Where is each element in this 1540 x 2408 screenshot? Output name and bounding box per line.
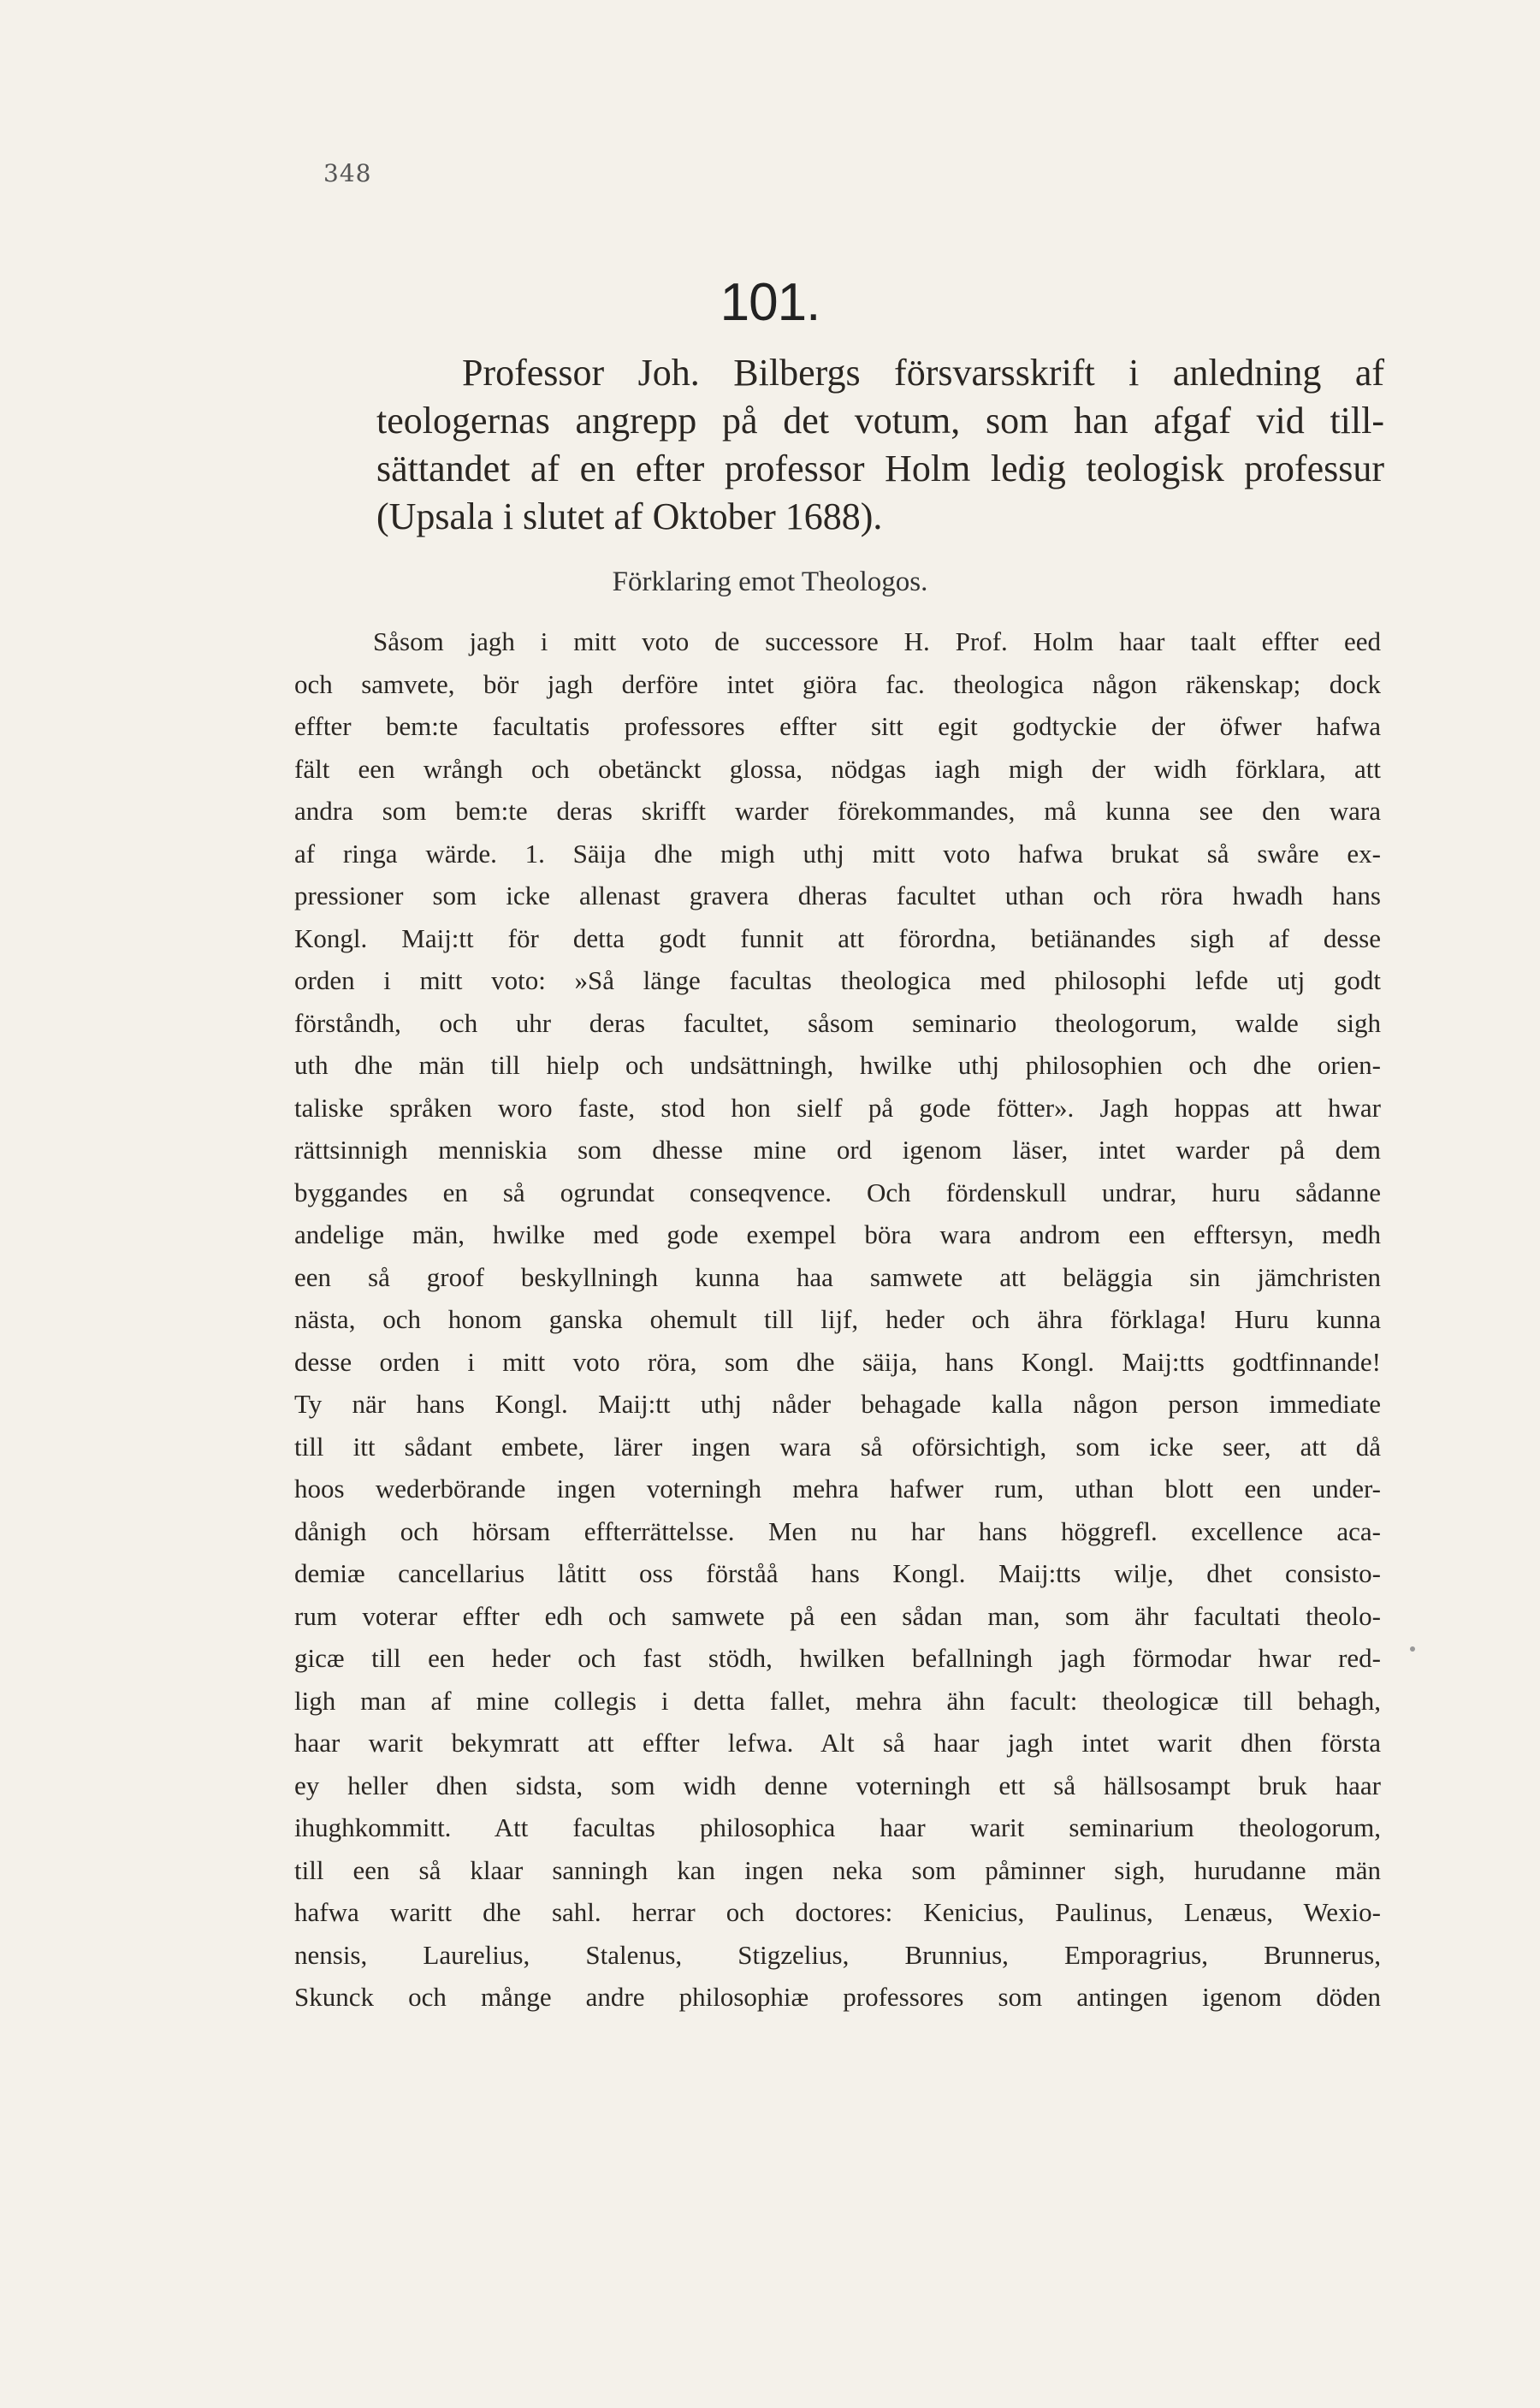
body-line: pressioner som icke allenast gravera dheras facultet uthan och röra hwadh hans	[294, 881, 1381, 910]
document-number: 101.	[720, 273, 820, 332]
body-line: Såsom jagh i mitt voto de successore H. Prof. Holm haar taalt effter eed	[373, 626, 1381, 656]
body-line: af ringa wärde. 1. Säija dhe migh uthj mitt voto hafwa brukat så swåre ex-	[294, 838, 1381, 869]
body-line: rättsinnigh menniskia som dhesse mine ord igenom läser, intet warder på dem	[294, 1135, 1381, 1165]
title-line: (Upsala i slutet af Oktober 1688).	[376, 495, 883, 537]
body-line: Skunck och månge andre philosophiæ professores som antingen igenom döden	[294, 1982, 1381, 2012]
margin-dot	[1410, 1646, 1415, 1652]
body-line: till itt sådant embete, lärer ingen wara så oförsichtigh, som icke seer, att då	[294, 1431, 1381, 1462]
body-line: Ty när hans Kongl. Maij:tt uthj nåder behagade kalla någon person immediate	[294, 1389, 1381, 1419]
body-line: gicæ till een heder och fast stödh, hwilken befallningh jagh förmodar hwar red-	[294, 1643, 1381, 1673]
body-line: hafwa waritt dhe sahl. herrar och doctores: Kenicius, Paulinus, Lenæus, Wexio-	[294, 1897, 1381, 1927]
body-line: orden i mitt voto: »Så länge facultas theologica med philosophi lefde utj godt	[294, 965, 1381, 995]
body-line: Kongl. Maij:tt för detta godt funnit att förordna, betiänandes sigh af desse	[294, 922, 1381, 953]
body-line: rum voterar effter edh och samwete på een sådan man, som ähr facultati theolo-	[294, 1600, 1381, 1631]
body-line: dånigh och hörsam effterrättelsse. Men nu har hans höggrefl. excellence aca-	[294, 1515, 1381, 1546]
body-line: ihughkommitt. Att facultas philosophica haar warit seminarium theologorum,	[294, 1812, 1381, 1842]
title-line: Professor Joh. Bilbergs försvarsskrift i anledning af	[462, 352, 1384, 394]
title-line: sättandet af en efter professor Holm ledig teologisk professur	[376, 448, 1384, 489]
page-number: 348	[323, 159, 372, 187]
body-line: ey heller dhen sidsta, som widh denne voterningh ett så hällsosampt bruk haar	[294, 1770, 1381, 1800]
body-line: uth dhe män till hielp och undsättningh, hwilke uthj philosophien och dhe orien-	[294, 1050, 1381, 1080]
body-line: haar warit bekymratt att effter lefwa. Alt så haar jagh intet warit dhen första	[294, 1728, 1381, 1758]
body-line: byggandes en så ogrundat conseqvence. Och fördenskull undrar, huru sådanne	[294, 1177, 1381, 1207]
body-line: nensis, Laurelius, Stalenus, Stigzelius, Brunnius, Emporagrius, Brunnerus,	[294, 1939, 1381, 1970]
body-line: hoos wederbörande ingen voterningh mehra hafwer rum, uthan blott een under-	[294, 1474, 1381, 1504]
body-line: een så groof beskyllningh kunna haa samwete att beläggia sin jämchristen	[294, 1261, 1381, 1292]
body-line: fält een wrångh och obetänckt glossa, nödgas iagh migh der widh förklara, att	[294, 753, 1381, 784]
body-line: förståndh, och uhr deras facultet, såsom seminario theologorum, walde sigh	[294, 1007, 1381, 1038]
section-subheading: Förklaring emot Theologos.	[612, 566, 928, 597]
body-line: nästa, och honom ganska ohemult till lijf, heder och ähra förklaga! Huru kunna	[294, 1304, 1381, 1334]
body-line: demiæ cancellarius låtitt oss förståå hans Kongl. Maij:tts wilje, dhet consisto-	[294, 1558, 1381, 1588]
document-title	[376, 349, 1384, 541]
body-line: andelige män, hwilke med gode exempel böra wara androm een efftersyn, medh	[294, 1219, 1381, 1249]
title-line: teologernas angrepp på det votum, som han afgaf vid till-	[376, 400, 1384, 442]
body-line: desse orden i mitt voto röra, som dhe säija, hans Kongl. Maij:tts godtfinnande!	[294, 1346, 1381, 1377]
body-text	[294, 620, 1381, 2019]
body-line: andra som bem:te deras skrifft warder förekommandes, må kunna see den wara	[294, 796, 1381, 826]
body-line: till een så klaar sanningh kan ingen neka som påminner sigh, hurudanne män	[294, 1854, 1381, 1885]
body-line: effter bem:te facultatis professores effter sitt egit godtyckie der öfwer hafwa	[294, 711, 1381, 741]
body-line: ligh man af mine collegis i detta fallet, mehra ähn facult: theologicæ till behagh,	[294, 1685, 1381, 1716]
body-line: taliske språken woro faste, stod hon sielf på gode fötter». Jagh hoppas att hwar	[294, 1092, 1381, 1123]
body-line: och samvete, bör jagh derföre intet giöra fac. theologica någon räkenskap; dock	[294, 668, 1381, 699]
